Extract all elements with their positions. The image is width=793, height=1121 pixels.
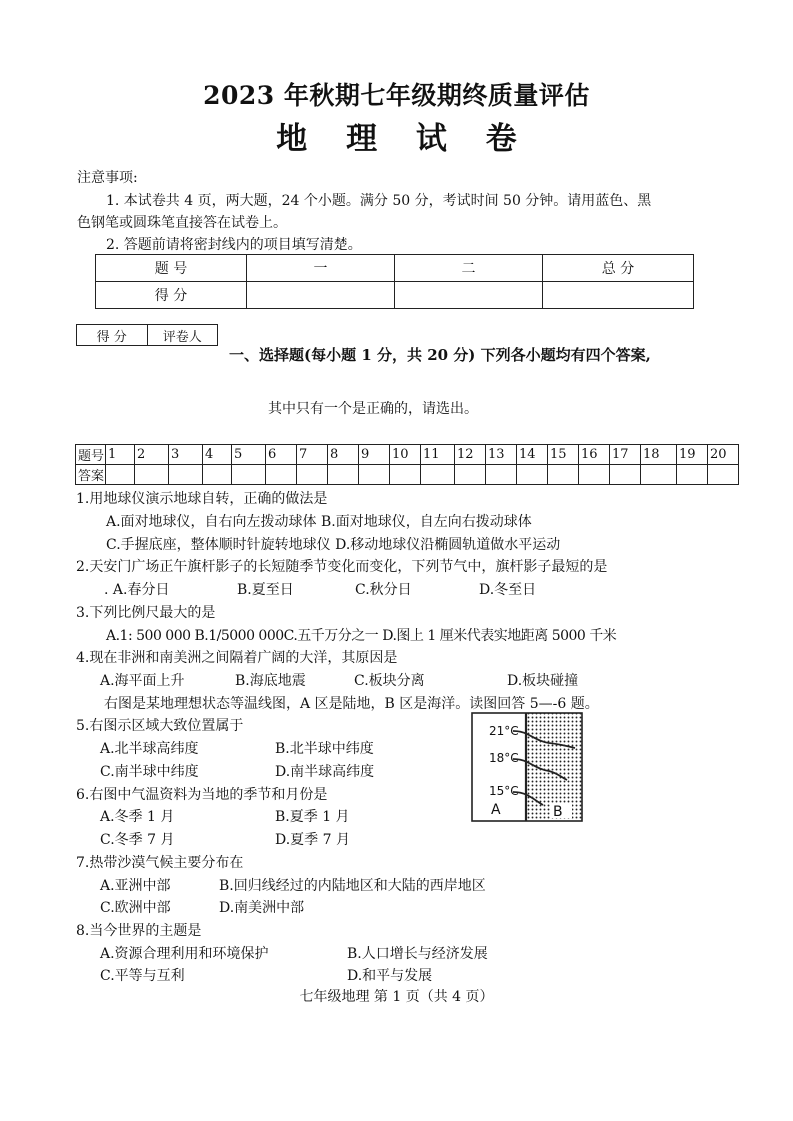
answer-blank-cell-11[interactable]	[421, 465, 455, 485]
answer-number-cell: 17	[610, 445, 641, 465]
section-1-title: 一、选择题(每小题 1 分，共 20 分) 下列各小题均有四个答案,	[229, 346, 651, 364]
question-7-option-d: D.南美洲中部	[219, 900, 305, 916]
answer-number-cell: 10	[390, 445, 421, 465]
exam-title: 2023 年秋期七年级期终质量评估	[203, 81, 590, 110]
answer-number-cell: 8	[328, 445, 359, 465]
answer-blank-cell-13[interactable]	[486, 465, 517, 485]
question-5: 5.右图示区域大致位置属于	[76, 718, 244, 734]
answer-blank-cell-14[interactable]	[517, 465, 548, 485]
answer-number-cell: 4	[203, 445, 232, 465]
question-8-option-d: D.和平与发展	[347, 968, 433, 984]
notice-line-3: 2. 答题前请将密封线内的项目填写清楚。	[106, 237, 362, 253]
question-3: 3.下列比例尺最大的是	[76, 605, 216, 621]
temp-label-21: 21°C	[489, 724, 519, 738]
question-4-option-a: A.海平面上升	[100, 673, 185, 689]
answer-blank-cell-20[interactable]	[708, 465, 739, 485]
question-5-option-c: C.南半球中纬度	[100, 764, 199, 780]
question-7-option-c: C.欧洲中部	[100, 900, 171, 916]
score-table-header-row	[96, 255, 694, 282]
answer-number-cell: 13	[486, 445, 517, 465]
answer-blank-cell-3[interactable]	[169, 465, 203, 485]
question-7-option-a: A.亚洲中部	[100, 878, 171, 894]
question-5-option-d: D.南半球高纬度	[275, 764, 375, 780]
section-1-subtitle: 其中只有一个是正确的，请选出。	[268, 401, 478, 417]
grader-name-label: 评卷人	[147, 325, 218, 346]
grader-table	[76, 324, 218, 346]
answer-number-cell: 18	[641, 445, 677, 465]
answer-table-answer-label: 答案	[76, 465, 106, 485]
question-1-options-cd: C.手握底座，整体顺时针旋转地球仪 D.移动地球仪沿椭圆轨道做水平运动	[106, 537, 561, 553]
question-2-option-a: . A.春分日	[104, 582, 170, 598]
answer-blank-cell-19[interactable]	[677, 465, 708, 485]
answer-number-cell: 2	[135, 445, 169, 465]
answer-blank-cell-8[interactable]	[328, 465, 359, 485]
notice-line-1: 1. 本试卷共 4 页，两大题，24 个小题。满分 50 分，考试时间 50 分钟。请用蓝色、黑	[106, 193, 652, 209]
score-table-score-row	[96, 282, 694, 309]
temp-label-15: 15°C	[489, 784, 519, 798]
question-1-options-ab: A.面对地球仪，自右向左拨动球体 B.面对地球仪，自左向右拨动球体	[106, 514, 532, 530]
question-2: 2.天安门广场正午旗杆影子的长短随季节变化而变化，下列节气中，旗杆影子最短的是	[76, 559, 608, 575]
question-4-option-d: D.板块碰撞	[507, 673, 579, 689]
question-4-option-b: B.海底地震	[235, 673, 306, 689]
score-table-header-cell: 总 分	[543, 255, 694, 282]
question-6: 6.右图中气温资料为当地的季节和月份是	[76, 787, 328, 803]
question-2-option-b: B.夏至日	[237, 582, 294, 598]
answer-number-cell: 12	[455, 445, 486, 465]
answer-blank-cell-2[interactable]	[135, 465, 169, 485]
question-5-option-a: A.北半球高纬度	[100, 741, 199, 757]
answer-blank-cell-7[interactable]	[297, 465, 328, 485]
answer-blank-cell-4[interactable]	[203, 465, 232, 485]
answer-blank-cell-17[interactable]	[610, 465, 641, 485]
answer-number-cell: 16	[579, 445, 610, 465]
temp-label-18: 18°C	[489, 751, 519, 765]
notice-line-2: 色钢笔或圆珠笔直接答在试卷上。	[77, 215, 287, 231]
question-5-option-b: B.北半球中纬度	[275, 741, 374, 757]
grader-score-label: 得 分	[77, 325, 148, 346]
answer-number-cell: 15	[548, 445, 579, 465]
score-table-header-cell: 题 号	[96, 255, 247, 282]
question-4: 4.现在非洲和南美洲之间隔着广阔的大洋，其原因是	[76, 650, 398, 666]
answer-blank-cell-5[interactable]	[232, 465, 266, 485]
subject-title: 地 理 试 卷	[276, 121, 531, 157]
answer-blank-cell-6[interactable]	[266, 465, 297, 485]
score-cell-part1[interactable]	[247, 282, 395, 309]
answer-number-cell: 20	[708, 445, 739, 465]
question-1: 1.用地球仪演示地球自转，正确的做法是	[76, 491, 328, 507]
notice-heading: 注意事项:	[77, 170, 138, 186]
map-intro: 右图是某地理想状态等温线图，A 区是陆地，B 区是海洋。读图回答 5—-6 题。	[104, 696, 599, 712]
answer-table-answer-row	[76, 465, 739, 485]
answer-number-cell: 5	[232, 445, 266, 465]
answer-number-cell: 19	[677, 445, 708, 465]
answer-number-cell: 6	[266, 445, 297, 465]
answer-number-cell: 3	[169, 445, 203, 465]
answer-blank-cell-1[interactable]	[106, 465, 135, 485]
answer-blank-cell-9[interactable]	[359, 465, 390, 485]
question-8-option-c: C.平等与互利	[100, 968, 185, 984]
score-table-header-cell: 一	[247, 255, 395, 282]
page-footer: 七年级地理 第 1 页（共 4 页）	[299, 989, 494, 1005]
question-8-option-b: B.人口增长与经济发展	[347, 946, 488, 962]
question-6-option-d: D.夏季 7 月	[275, 832, 350, 848]
answer-blank-cell-12[interactable]	[455, 465, 486, 485]
answer-number-cell: 1	[106, 445, 135, 465]
answer-number-cell: 9	[359, 445, 390, 465]
question-6-option-c: C.冬季 7 月	[100, 832, 175, 848]
ocean-label-b: B	[553, 804, 563, 820]
isotherm-map	[471, 712, 583, 822]
answer-blank-cell-18[interactable]	[641, 465, 677, 485]
question-3-options: A.1: 500 000 B.1/5000 000C.五千万分之一 D.图上 1 厘米代表实地距离 5000 千米	[106, 628, 617, 644]
answer-number-cell: 7	[297, 445, 328, 465]
answer-blank-cell-15[interactable]	[548, 465, 579, 485]
answer-number-cell: 14	[517, 445, 548, 465]
question-2-option-c: C.秋分日	[355, 582, 412, 598]
answer-table-number-row	[76, 445, 739, 465]
question-6-option-b: B.夏季 1 月	[275, 809, 350, 825]
answer-blank-cell-10[interactable]	[390, 465, 421, 485]
score-table-score-label: 得 分	[96, 282, 247, 309]
question-7-option-b: B.回归线经过的内陆地区和大陆的西岸地区	[219, 878, 486, 894]
land-label-a: A	[491, 802, 501, 818]
score-table-header-cell: 二	[395, 255, 543, 282]
answer-table-header-label: 题号	[76, 445, 106, 465]
question-2-option-d: D.冬至日	[479, 582, 537, 598]
score-table	[95, 254, 694, 309]
question-8-option-a: A.资源合理利用和环境保护	[100, 946, 269, 962]
question-8: 8.当今世界的主题是	[76, 923, 202, 939]
score-cell-part2[interactable]	[395, 282, 543, 309]
answer-number-cell: 11	[421, 445, 455, 465]
answer-blank-cell-16[interactable]	[579, 465, 610, 485]
question-7: 7.热带沙漠气候主要分布在	[76, 855, 244, 871]
question-6-option-a: A.冬季 1 月	[100, 809, 175, 825]
answer-table	[75, 444, 739, 485]
question-4-option-c: C.板块分离	[354, 673, 425, 689]
score-cell-total[interactable]	[543, 282, 694, 309]
